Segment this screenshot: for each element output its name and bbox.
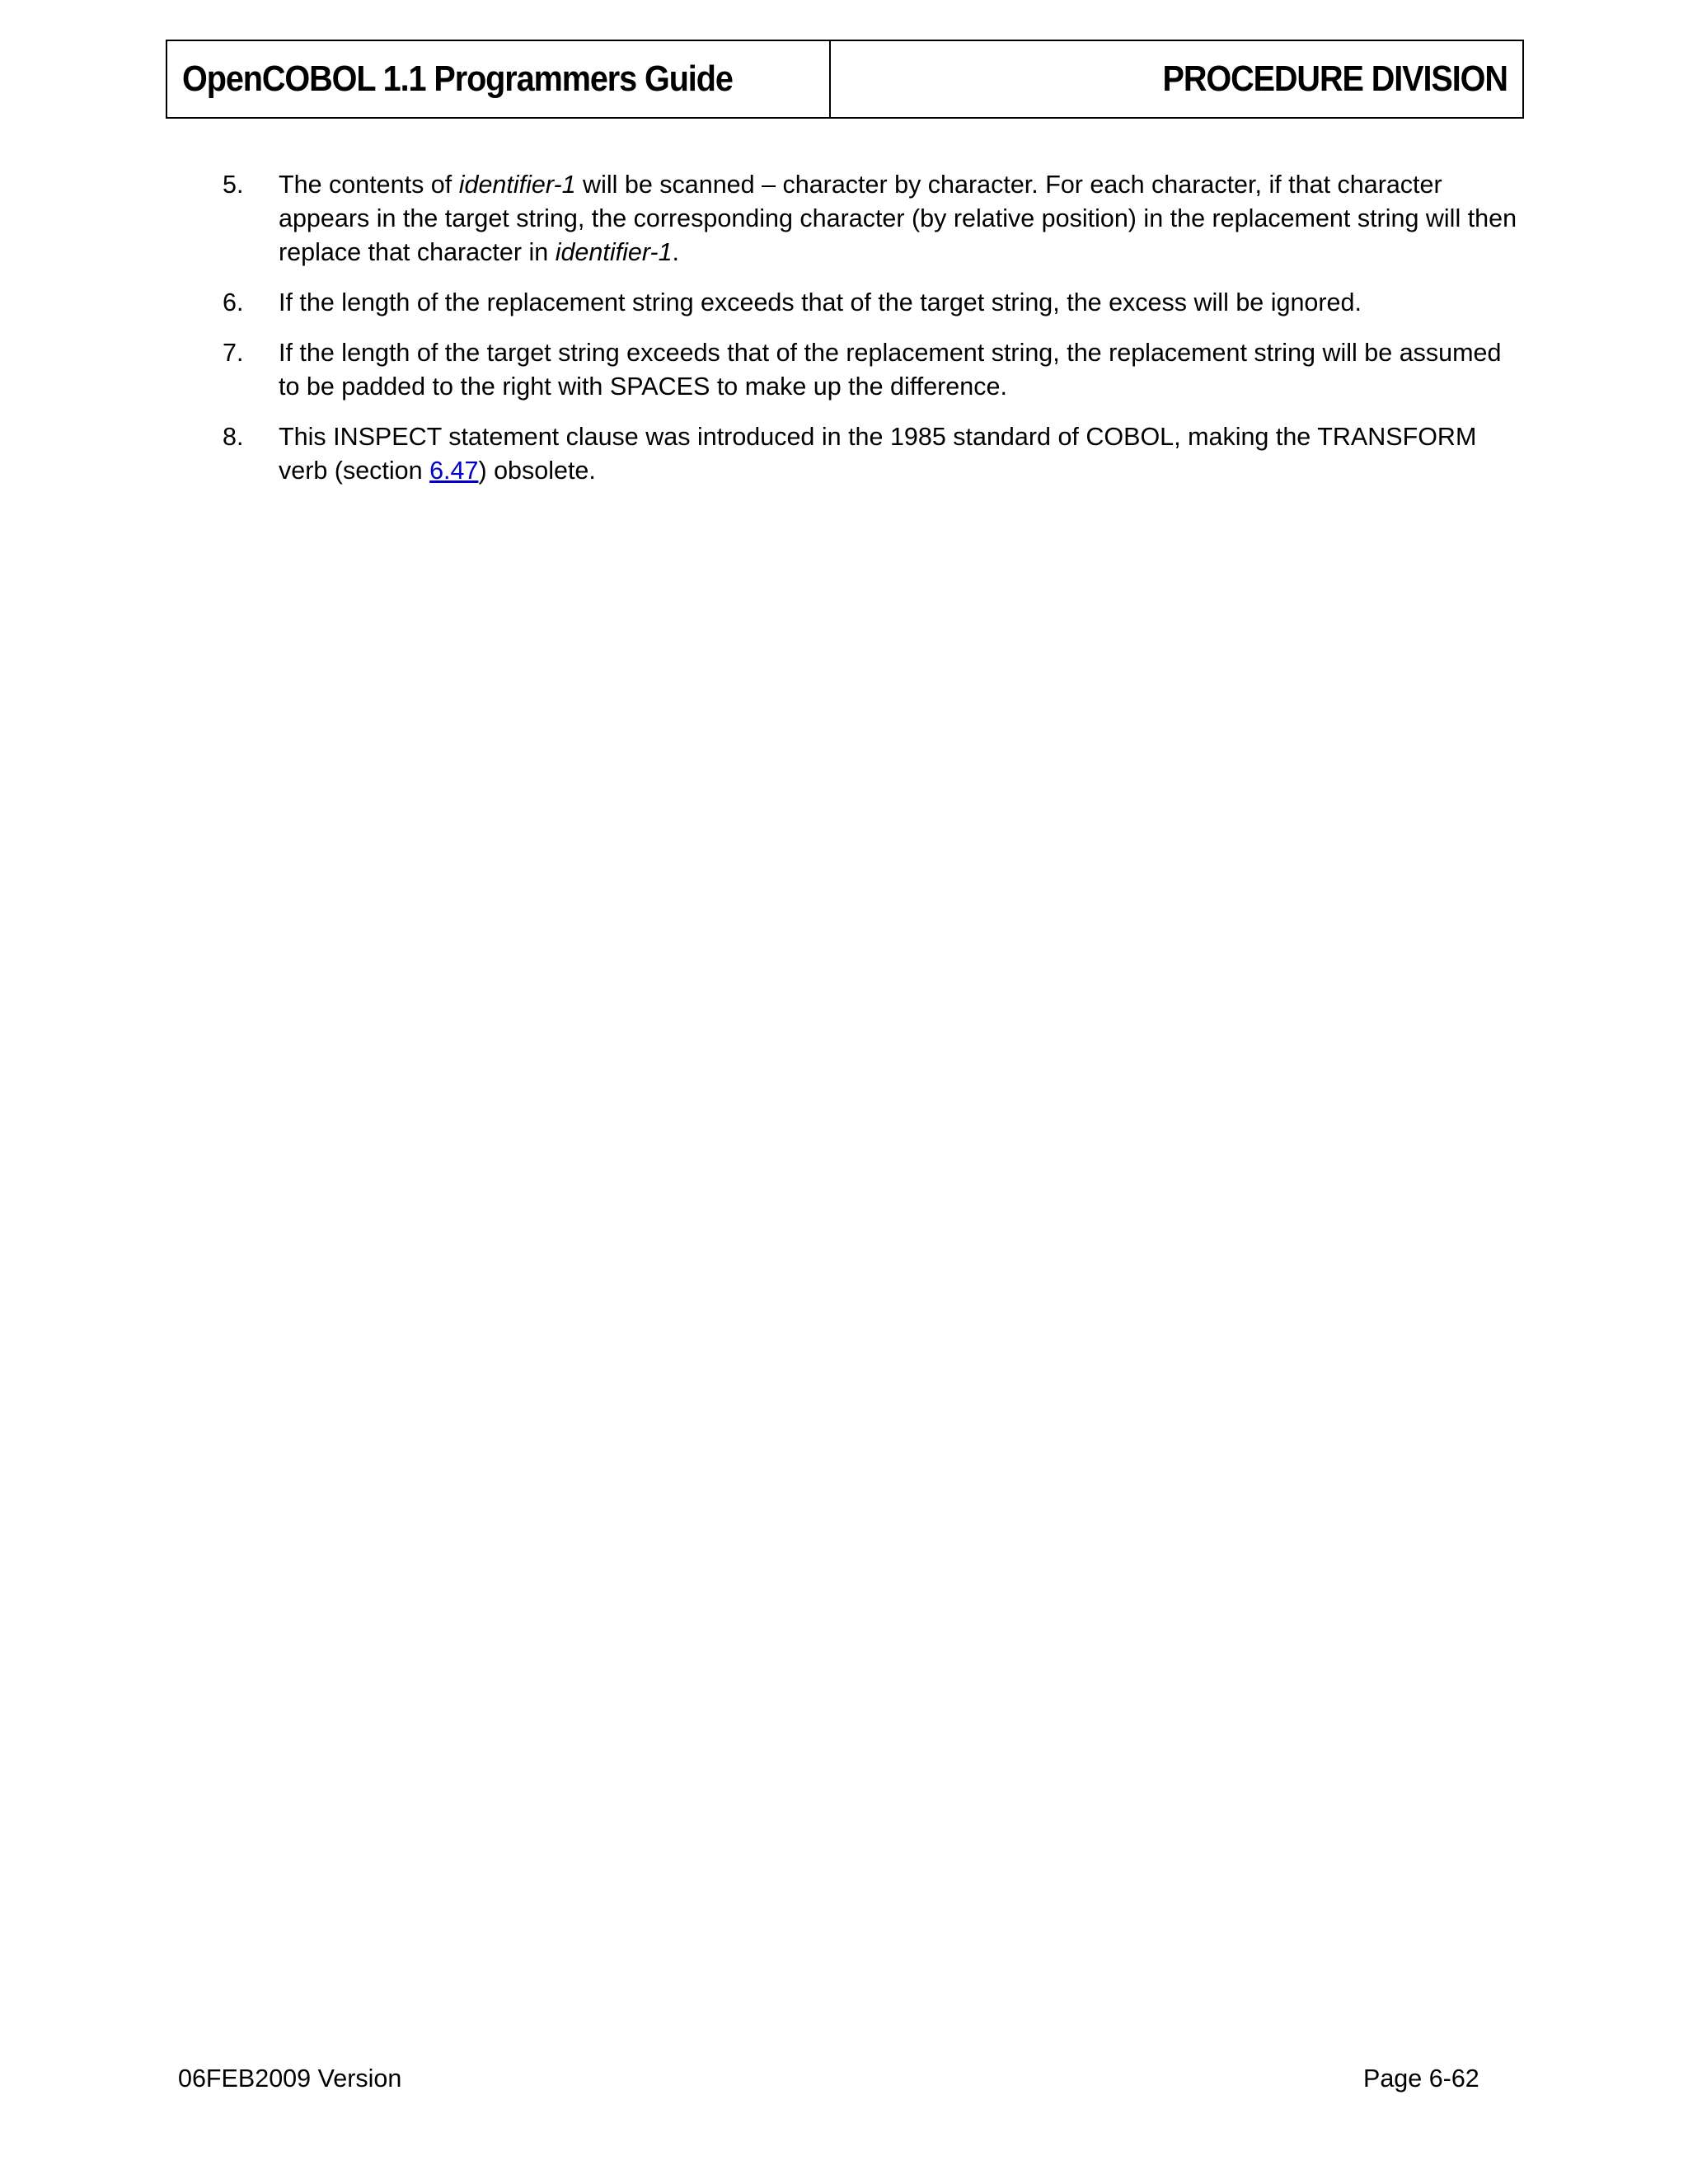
text-run: ) obsolete. — [478, 457, 596, 485]
list-item — [223, 420, 1525, 488]
text-run: . — [672, 238, 680, 266]
list-item-text: If the length of the target string exceeds that of the replacement string, the replacement string will be assumed to be padded to the right with SPACES to make up the difference. — [279, 339, 1502, 401]
list-item — [223, 168, 1525, 269]
text-run: This INSPECT statement clause was introduced in the 1985 standard of COBOL, making the TRANSFORM verb (section — [279, 423, 1477, 485]
footer-page-number: Page 6-62 — [1363, 2064, 1479, 2093]
text-run: The contents of — [279, 171, 459, 199]
section-title: PROCEDURE DIVISION — [1162, 59, 1507, 99]
identifier-term: identifier-1 — [555, 238, 673, 266]
page-content — [223, 168, 1525, 504]
list-item-number: 5. — [223, 171, 244, 199]
header-section-cell — [831, 41, 1522, 117]
list-item-text: If the length of the replacement string exceeds that of the target string, the excess will be ignored. — [279, 288, 1362, 316]
list-item — [223, 286, 1525, 320]
page-header — [166, 40, 1524, 119]
footer-version: 06FEB2009 Version — [178, 2064, 402, 2093]
text-run: will be scanned – character by character. For each character, if that character appears in the target string, the corresponding character (by relative position) in the replacement string will then replace that character in — [279, 171, 1517, 266]
section-link[interactable]: 6.47 — [429, 457, 479, 485]
list-item-number: 8. — [223, 423, 244, 451]
document-title: OpenCOBOL 1.1 Programmers Guide — [182, 59, 733, 99]
list-item-text — [279, 168, 1525, 269]
list-item-number: 6. — [223, 288, 244, 316]
header-title-cell — [167, 41, 831, 117]
list-item-text — [279, 420, 1525, 488]
list-item-number: 7. — [223, 339, 244, 367]
identifier-term: identifier-1 — [458, 171, 576, 199]
list-item — [223, 336, 1525, 404]
